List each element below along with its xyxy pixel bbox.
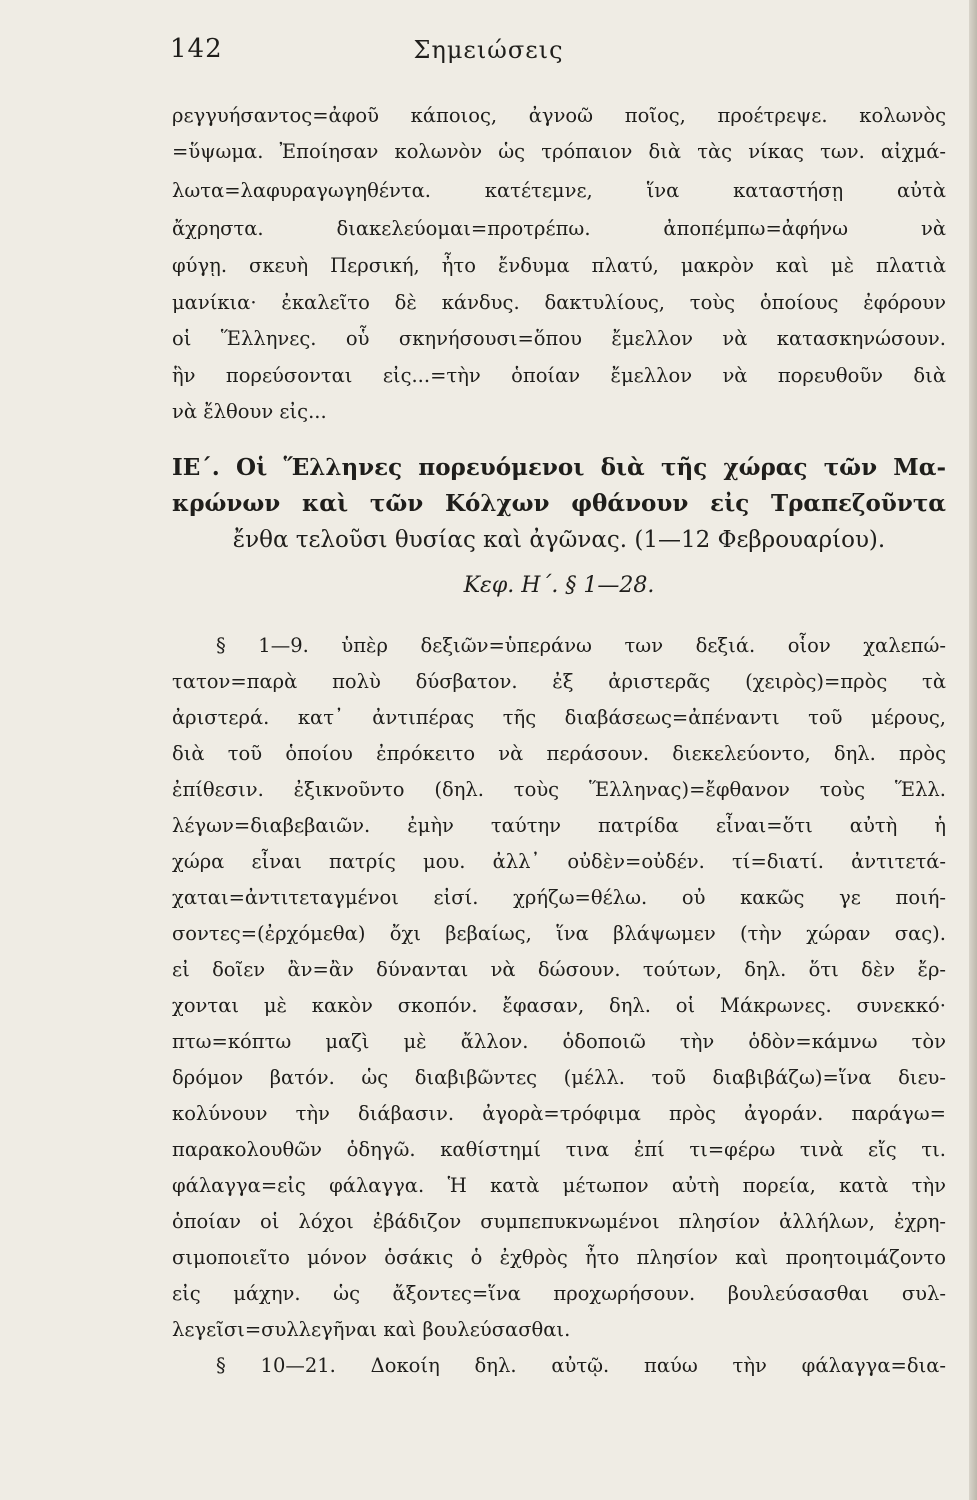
note-line: μανίκια· ἐκαλεῖτο δὲ κάνδυς. δακτυλίους, τοὺς ὁποίους ἐφόρουν bbox=[172, 291, 946, 314]
note-line: δρόμον βατόν. ὡς διαβιβῶντες (μέλλ. τοῦ διαβιβάζω)=ἵνα διευ- bbox=[172, 1066, 946, 1089]
note-line: νὰ ἔλθουν εἰς... bbox=[172, 400, 327, 423]
note-line: ἐπίθεσιν. ἐξικνοῦντο (δηλ. τοὺς Ἕλληνας)=ἔφθανον τοὺς Ἕλλ. bbox=[172, 778, 946, 801]
note-line: οἱ Ἕλληνες. οὗ σκηνήσουσι=ὅπου ἔμελλον νὰ κατασκηνώσουν. bbox=[172, 327, 946, 350]
note-line: παρακολουθῶν ὁδηγῶ. καθίστημί τινα ἐπί τι=φέρω τινὰ εἴς τι. bbox=[172, 1138, 946, 1161]
note-line: ἀριστερά. κατ᾽ ἀντιπέρας τῆς διαβάσεως=ἀπέναντι τοῦ μέρους, bbox=[172, 706, 946, 729]
note-line: φύγῃ. σκευὴ Περσική, ἦτο ἔνδυμα πλατύ, μακρὸν καὶ μὲ πλατιὰ bbox=[172, 254, 946, 277]
note-line: ἄχρηστα. διακελεύομαι=προτρέπω. ἀποπέμπω=ἀφήνω νὰ bbox=[172, 217, 946, 240]
note-line: =ὕψωμα. Ἐποίησαν κολωνὸν ὡς τρόπαιον διὰ τὰς νίκας των. αἰχμά- bbox=[172, 140, 946, 163]
note-line: § 10—21. Δοκοίη δηλ. αὐτῷ. παύω τὴν φάλαγγα=δια- bbox=[216, 1354, 946, 1377]
chapter-reference: Κεφ. Η΄. § 1—28. bbox=[463, 573, 655, 598]
page-edge-shadow bbox=[969, 0, 977, 1500]
note-line: λεγεῖσι=συλλεγῆναι καὶ βουλεύσασθαι. bbox=[172, 1318, 571, 1341]
page-number: 142 bbox=[170, 34, 223, 64]
note-line: φάλαγγα=εἰς φάλαγγα. Ἡ κατὰ μέτωπον αὐτὴ πορεία, κατὰ τὴν bbox=[172, 1174, 946, 1197]
note-line: κολύνουν τὴν διάβασιν. ἀγορὰ=τρόφιμα πρὸς ἀγοράν. παράγω= bbox=[172, 1102, 946, 1125]
note-line: διὰ τοῦ ὁποίου ἐπρόκειτο νὰ περάσουν. διεκελεύοντο, δηλ. πρὸς bbox=[172, 742, 946, 765]
note-line: χώρα εἶναι πατρίς μου. ἀλλ᾽ οὐδὲν=οὐδέν. τί=διατί. ἀντιτετά- bbox=[172, 850, 946, 873]
note-line: ἣν πορεύσονται εἰς...=τὴν ὁποίαν ἔμελλον νὰ πορευθοῦν διὰ bbox=[172, 364, 946, 387]
note-line: ὁποίαν οἱ λόχοι ἐβάδιζον συμπεπυκνωμένοι πλησίον ἀλλήλων, ἐχρη- bbox=[172, 1210, 946, 1233]
note-line: πτω=κόπτω μαζὶ μὲ ἄλλον. ὁδοποιῶ τὴν ὁδὸν=κάμνω τὸν bbox=[172, 1030, 946, 1053]
section-heading-line: κρώνων καὶ τῶν Κόλχων φθάνουν εἰς Τραπεζοῦντα bbox=[172, 490, 946, 517]
note-line: ρεγγυήσαντος=ἀφοῦ κάποιος, ἀγνοῶ ποῖος, προέτρεψε. κολωνὸς bbox=[172, 104, 946, 127]
note-line: χαται=ἀντιτεταγμένοι εἰσί. χρήζω=θέλω. οὐ κακῶς γε ποιή- bbox=[172, 886, 946, 909]
running-title: Σημειώσεις bbox=[413, 36, 564, 64]
note-line: εἰ δοῖεν ἂν=ἂν δύνανται νὰ δώσουν. τούτων, δηλ. ὅτι δὲν ἔρ- bbox=[172, 958, 946, 981]
section-heading-line: ἔνθα τελοῦσι θυσίας καὶ ἀγῶνας. (1—12 Φεβρουαρίου). bbox=[232, 527, 886, 553]
note-line: σιμοποιεῖτο μόνον ὁσάκις ὁ ἐχθρὸς ἦτο πλησίον καὶ προητοιμάζοντο bbox=[172, 1246, 946, 1269]
section-heading-line: ΙΕ΄. Οἱ Ἕλληνες πορευόμενοι διὰ τῆς χώρας τῶν Μα- bbox=[172, 454, 946, 481]
note-line: σοντες=(ἐρχόμεθα) ὄχι βεβαίως, ἵνα βλάψωμεν (τὴν χώραν σας). bbox=[172, 922, 946, 945]
note-line: χονται μὲ κακὸν σκοπόν. ἔφασαν, δηλ. οἱ Μάκρωνες. συνεκκό· bbox=[172, 994, 946, 1017]
note-line: τατον=παρὰ πολὺ δύσβατον. ἐξ ἀριστερᾶς (χειρὸς)=πρὸς τὰ bbox=[172, 670, 946, 693]
note-line: εἰς μάχην. ὡς ἄξοντες=ἵνα προχωρήσουν. βουλεύσασθαι συλ- bbox=[172, 1282, 946, 1305]
note-line: § 1—9. ὑπὲρ δεξιῶν=ὑπεράνω των δεξιά. οἷον χαλεπώ- bbox=[216, 634, 946, 657]
note-line: λωτα=λαφυραγωγηθέντα. κατέτεμνε, ἵνα καταστήσῃ αὐτὰ bbox=[172, 179, 946, 202]
note-line: λέγων=διαβεβαιῶν. ἐμὴν ταύτην πατρίδα εἶναι=ὅτι αὐτὴ ἡ bbox=[172, 814, 946, 837]
